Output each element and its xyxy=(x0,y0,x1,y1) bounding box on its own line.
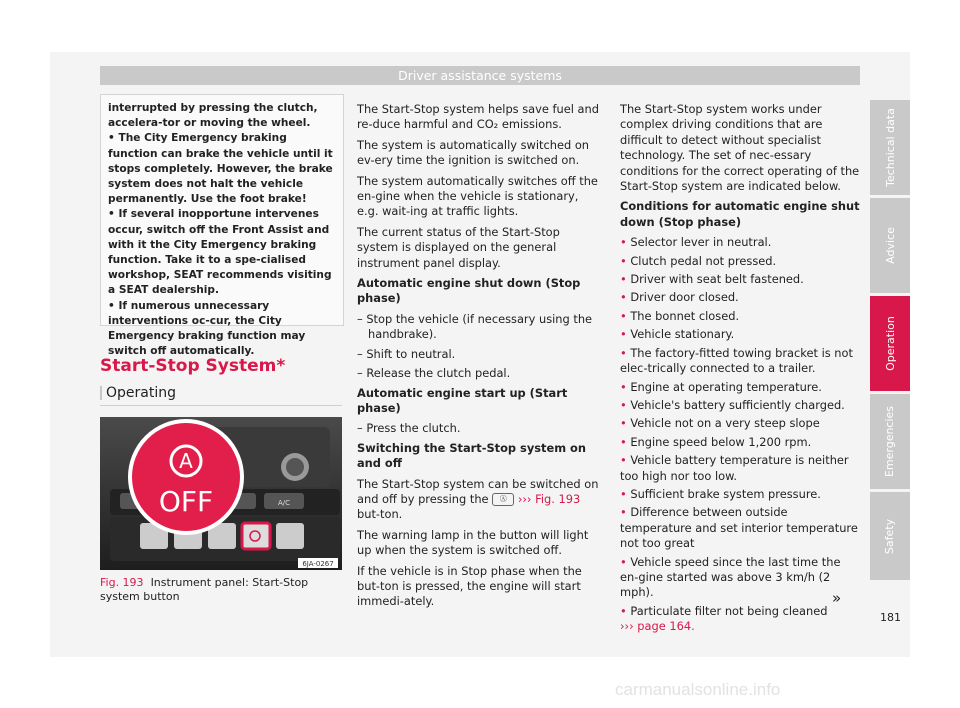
page-link[interactable]: ››› page 164. xyxy=(620,619,695,634)
list-item: • Vehicle's battery sufficiently charged. xyxy=(620,397,845,412)
list-item: • Vehicle not on a very steep slope xyxy=(620,416,820,431)
warning-bullet-1: • The City Emergency braking function can brake the vehicle until it stops completely. However, the brake system does not halt the vehicle permanently. Use the foot brake! xyxy=(108,132,333,206)
list-item: • Driver door closed. xyxy=(620,290,739,305)
middle-column xyxy=(357,102,602,615)
para: The warning lamp in the button will light up when the system is switched off. xyxy=(357,527,589,558)
para: If the vehicle is in Stop phase when the but-ton is pressed, the engine will start immedi-ately. xyxy=(357,563,582,609)
conditions-list xyxy=(620,235,860,601)
step: – Release the clutch pedal. xyxy=(357,366,511,381)
para: The system is automatically switched on ev-ery time the ignition is switched on. xyxy=(357,137,590,168)
start-stop-button-illustration xyxy=(100,417,342,570)
list-item: • The factory-fitted towing bracket is not elec-trically connected to a trailer. xyxy=(620,345,853,376)
warning-bullet-2: • If several inopportune intervenes occur, switch off the Front Assist and with it the City Emergency braking function. Take it to a spe-cialised workshop, SEAT recommends visiting a SEAT dealership. xyxy=(108,208,332,297)
warning-p1: interrupted by pressing the clutch, accelera-tor or moving the wheel. xyxy=(108,102,318,130)
list-item: • Selector lever in neutral. xyxy=(620,235,772,250)
para: The Start-Stop system works under complex driving conditions that are difficult to detect without specialist technology. The set of nec-essary conditions for the correct operating of the Start-Stop system are indicated below. xyxy=(620,102,860,194)
list-item: • Driver with seat belt fastened. xyxy=(620,272,804,287)
right-column xyxy=(620,102,860,638)
section-title: Start-Stop System* xyxy=(100,356,286,376)
tab-safety[interactable]: Safety xyxy=(870,492,910,580)
warning-bullet-3: • If numerous unnecessary interventions oc-cur, the City Emergency braking function may switch off automatically. xyxy=(108,299,306,358)
tab-advice[interactable]: Advice xyxy=(870,198,910,293)
tab-operation[interactable]: Operation xyxy=(870,296,910,391)
list-item: • Sufficient brake system pressure. xyxy=(620,486,821,501)
para: The system automatically switches off the en-gine when the vehicle is stationary, e.g. wait-ing at traffic lights. xyxy=(357,173,598,219)
page-header: Driver assistance systems xyxy=(100,66,860,85)
list-item: • Vehicle speed since the last time the en-gine started was above 3 km/h (2 mph). xyxy=(620,554,841,600)
para: The Start-Stop system helps save fuel and re-duce harmful and CO₂ emissions. xyxy=(357,102,599,132)
step: – Stop the vehicle (if necessary using the handbrake). xyxy=(357,311,593,342)
svg-text:OFF: OFF xyxy=(158,485,214,518)
section-subtitle: Operating xyxy=(100,385,342,406)
svg-text:6JA-0267: 6JA-0267 xyxy=(302,560,334,568)
step: – Shift to neutral. xyxy=(357,346,456,361)
list-item: • Clutch pedal not pressed. xyxy=(620,253,777,268)
page-number: 181 xyxy=(880,611,901,624)
figure-link[interactable]: ››› Fig. 193 xyxy=(517,491,581,506)
list-item: • The bonnet closed. xyxy=(620,308,740,323)
list-item: • Engine at operating temperature. xyxy=(620,379,822,394)
tab-emergencies[interactable]: Emergencies xyxy=(870,394,910,489)
tab-technical-data[interactable]: Technical data xyxy=(870,100,910,195)
start-stop-button-icon: Ⓐ xyxy=(492,493,514,506)
subheading-stop: Automatic engine shut down (Stop phase) xyxy=(357,276,581,306)
list-item: • Engine speed below 1,200 rpm. xyxy=(620,434,812,449)
continue-arrow: » xyxy=(832,589,842,607)
list-item: • Particulate filter not being cleaned ››› page 164. xyxy=(620,603,828,634)
para: The Start-Stop system can be switched on and off by pressing the Ⓐ ››› Fig. 193 but-ton. xyxy=(357,476,599,522)
list-item: • Vehicle stationary. xyxy=(620,327,735,342)
svg-text:A: A xyxy=(179,449,193,473)
list-item: • Difference between outside temperature and set interior temperature not too great xyxy=(620,505,858,551)
watermark: carmanualsonline.info xyxy=(615,680,781,699)
para: The current status of the Start-Stop system is displayed on the general instrument panel display. xyxy=(357,224,560,270)
figure-193 xyxy=(100,417,342,570)
figure-caption: Fig. 193 Instrument panel: Start-Stop system button xyxy=(100,576,309,603)
warning-text xyxy=(108,101,338,359)
subheading-conditions: Conditions for automatic engine shut down (Stop phase) xyxy=(620,199,860,229)
svg-text:A/C: A/C xyxy=(277,499,291,507)
step: – Press the clutch. xyxy=(357,421,461,436)
subheading-switch: Switching the Start-Stop system on and off xyxy=(357,440,586,471)
list-item: • Vehicle battery temperature is neither too high nor too low. xyxy=(620,453,849,483)
subheading-start: Automatic engine start up (Start phase) xyxy=(357,385,568,415)
